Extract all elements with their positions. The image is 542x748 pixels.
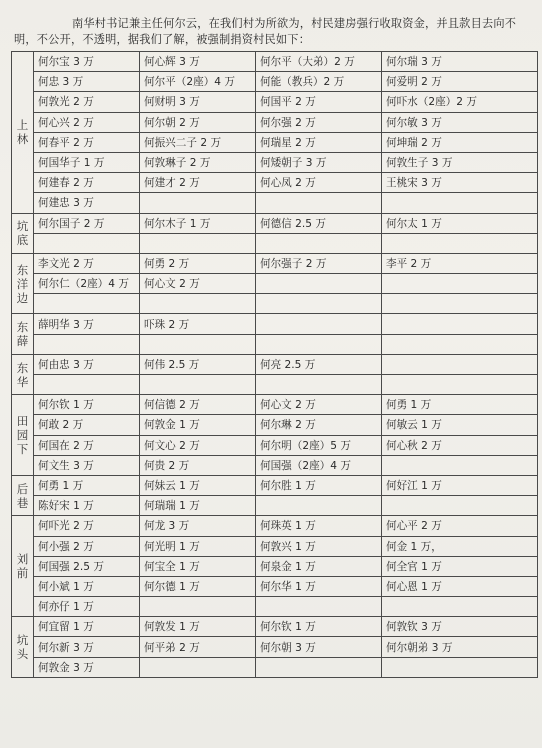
village-label-text: 田园下 — [16, 414, 29, 457]
donor-cell: 何心秋 2 万 — [382, 435, 538, 455]
donor-cell: 何敦生子 3 万 — [382, 152, 538, 172]
donor-cell: 何珠英 1 万 — [256, 516, 382, 536]
donor-cell — [256, 496, 382, 516]
donor-cell: 何伟 2.5 万 — [140, 354, 256, 374]
donor-cell: 何文生 3 万 — [34, 455, 140, 475]
donor-cell — [382, 274, 538, 294]
donor-cell: 何尔敏 3 万 — [382, 112, 538, 132]
donor-cell: 何小强 2 万 — [34, 536, 140, 556]
village-label — [12, 314, 34, 354]
table-row — [12, 314, 538, 334]
donor-cell: 何心兴 2 万 — [34, 112, 140, 132]
village-label — [12, 516, 34, 617]
donor-cell: 李文光 2 万 — [34, 253, 140, 273]
village-label-text: 坑头 — [16, 633, 29, 662]
table-row — [12, 375, 538, 395]
donor-cell — [256, 657, 382, 677]
table-row — [12, 132, 538, 152]
village-label — [12, 213, 34, 253]
table-row — [12, 253, 538, 273]
table-row — [12, 415, 538, 435]
table-row — [12, 657, 538, 677]
donor-cell: 何尔瑞 3 万 — [382, 52, 538, 72]
table-row — [12, 52, 538, 72]
table-row — [12, 496, 538, 516]
donor-cell — [382, 193, 538, 213]
donor-cell: 何平弟 2 万 — [140, 637, 256, 657]
donor-cell: 何国强 2.5 万 — [34, 556, 140, 576]
donor-cell: 何心文 2 万 — [140, 274, 256, 294]
table-row — [12, 274, 538, 294]
table-row — [12, 576, 538, 596]
donor-cell: 王桃宋 3 万 — [382, 173, 538, 193]
donor-cell: 何国强（2座）4 万 — [256, 455, 382, 475]
donor-cell: 何敦发 1 万 — [140, 617, 256, 637]
donor-cell: 何信德 2 万 — [140, 395, 256, 415]
village-label-text: 东洋边 — [16, 262, 29, 305]
table-row — [12, 173, 538, 193]
donor-cell — [382, 294, 538, 314]
donor-cell: 何尔强 2 万 — [256, 112, 382, 132]
donor-cell — [34, 375, 140, 395]
donor-cell: 何矮朝子 3 万 — [256, 152, 382, 172]
donor-cell — [256, 294, 382, 314]
donor-cell: 何德信 2.5 万 — [256, 213, 382, 233]
donor-cell — [140, 657, 256, 677]
donor-cell — [140, 375, 256, 395]
donor-cell — [382, 455, 538, 475]
village-label — [12, 354, 34, 394]
donor-cell: 何尔平（2座）4 万 — [140, 72, 256, 92]
donor-cell: 何泉金 1 万 — [256, 556, 382, 576]
donor-cell: 何金 1 万， — [382, 536, 538, 556]
donor-cell: 何宝全 1 万 — [140, 556, 256, 576]
village-label-text: 刘前 — [16, 552, 29, 581]
table-row — [12, 213, 538, 233]
donor-cell: 何好江 1 万 — [382, 475, 538, 495]
donor-cell: 何全官 1 万 — [382, 556, 538, 576]
donor-cell: 何尔国子 2 万 — [34, 213, 140, 233]
donor-cell — [34, 334, 140, 354]
donor-cell — [140, 193, 256, 213]
donor-cell: 陈好宋 1 万 — [34, 496, 140, 516]
donor-cell: 何坤瑞 2 万 — [382, 132, 538, 152]
donor-cell: 何文心 2 万 — [140, 435, 256, 455]
donor-cell: 何心辉 3 万 — [140, 52, 256, 72]
donor-cell — [140, 233, 256, 253]
village-label — [12, 617, 34, 678]
donor-cell: 何由忠 3 万 — [34, 354, 140, 374]
donor-cell: 何吓水（2座）2 万 — [382, 92, 538, 112]
village-label-text: 东薛 — [16, 320, 29, 349]
table-row — [12, 435, 538, 455]
donor-cell: 何敦金 3 万 — [34, 657, 140, 677]
donor-cell: 吓珠 2 万 — [140, 314, 256, 334]
donor-cell — [256, 334, 382, 354]
donor-cell — [382, 233, 538, 253]
table-row — [12, 354, 538, 374]
donor-cell: 何心恩 1 万 — [382, 576, 538, 596]
donor-cell: 何尔朝 3 万 — [256, 637, 382, 657]
donor-cell: 何尔琳 2 万 — [256, 415, 382, 435]
donor-cell — [382, 354, 538, 374]
table-row — [12, 556, 538, 576]
donor-cell — [256, 193, 382, 213]
intro-paragraph: 南华村书记兼主任何尔云，在我们村为所欲为，村民建房强行收取资金，并且款目去向不明，不公开，不透明，据我们了解，被强制捐资村民如下： — [14, 17, 517, 47]
donor-cell: 何尔胜 1 万 — [256, 475, 382, 495]
donor-cell: 何勇 1 万 — [34, 475, 140, 495]
village-label — [12, 253, 34, 314]
donor-cell: 何宜留 1 万 — [34, 617, 140, 637]
donor-cell: 何振兴二子 2 万 — [140, 132, 256, 152]
donor-cell: 何敢 2 万 — [34, 415, 140, 435]
donation-table-body — [12, 52, 538, 678]
donor-cell — [382, 314, 538, 334]
donor-cell: 何尔仁（2座）4 万 — [34, 274, 140, 294]
village-label — [12, 52, 34, 214]
donor-cell: 何尔钦 1 万 — [256, 617, 382, 637]
donor-cell — [382, 657, 538, 677]
donor-cell: 薛明华 3 万 — [34, 314, 140, 334]
donor-cell: 何心文 2 万 — [256, 395, 382, 415]
donor-cell: 何尔钦 1 万 — [34, 395, 140, 415]
donor-cell: 何建春 2 万 — [34, 173, 140, 193]
donor-cell — [256, 274, 382, 294]
donor-cell: 何国平 2 万 — [256, 92, 382, 112]
donor-cell: 何尔强子 2 万 — [256, 253, 382, 273]
donor-cell — [256, 597, 382, 617]
donor-cell — [256, 375, 382, 395]
village-label-text: 东华 — [16, 360, 29, 389]
donor-cell: 何敏云 1 万 — [382, 415, 538, 435]
table-row — [12, 72, 538, 92]
donor-cell: 何贵 2 万 — [140, 455, 256, 475]
donor-cell: 何敦琳子 2 万 — [140, 152, 256, 172]
donor-cell: 何尔华 1 万 — [256, 576, 382, 596]
donor-cell — [382, 334, 538, 354]
donor-cell — [34, 294, 140, 314]
table-row — [12, 193, 538, 213]
table-row — [12, 597, 538, 617]
donor-cell: 何国在 2 万 — [34, 435, 140, 455]
donor-cell: 何妹云 1 万 — [140, 475, 256, 495]
donor-cell — [140, 294, 256, 314]
donor-cell: 何光明 1 万 — [140, 536, 256, 556]
donor-cell: 何建才 2 万 — [140, 173, 256, 193]
donor-cell — [140, 597, 256, 617]
village-label-text: 后巷 — [16, 481, 29, 510]
village-label-text: 上林 — [16, 118, 29, 147]
table-row — [12, 334, 538, 354]
donor-cell: 何国华子 1 万 — [34, 152, 140, 172]
donor-cell: 何瑞星 2 万 — [256, 132, 382, 152]
donor-cell: 何敦金 1 万 — [140, 415, 256, 435]
table-row — [12, 395, 538, 415]
donor-cell — [382, 375, 538, 395]
table-row — [12, 455, 538, 475]
donor-cell — [140, 334, 256, 354]
table-row — [12, 112, 538, 132]
donor-cell — [382, 597, 538, 617]
donor-cell: 何敦兴 1 万 — [256, 536, 382, 556]
donor-cell: 何尔朝弟 3 万 — [382, 637, 538, 657]
donor-cell: 何尔宝 3 万 — [34, 52, 140, 72]
donor-cell: 何春平 2 万 — [34, 132, 140, 152]
donor-cell: 何尔平（大弟）2 万 — [256, 52, 382, 72]
donor-cell: 何爱明 2 万 — [382, 72, 538, 92]
table-row — [12, 92, 538, 112]
village-label — [12, 395, 34, 476]
donor-cell: 李平 2 万 — [382, 253, 538, 273]
donor-cell — [256, 233, 382, 253]
donor-cell: 何尔太 1 万 — [382, 213, 538, 233]
donation-table — [11, 51, 538, 678]
donor-cell: 何亮 2.5 万 — [256, 354, 382, 374]
table-row — [12, 617, 538, 637]
table-row — [12, 516, 538, 536]
donor-cell: 何财明 3 万 — [140, 92, 256, 112]
donor-cell: 何勇 1 万 — [382, 395, 538, 415]
donor-cell: 何尔朝 2 万 — [140, 112, 256, 132]
donor-cell: 何忠 3 万 — [34, 72, 140, 92]
donor-cell: 何吓光 2 万 — [34, 516, 140, 536]
donor-cell: 何尔德 1 万 — [140, 576, 256, 596]
donor-cell: 何尔明（2座）5 万 — [256, 435, 382, 455]
donor-cell: 何龙 3 万 — [140, 516, 256, 536]
village-label-text: 坑底 — [16, 219, 29, 248]
donor-cell: 何敦钦 3 万 — [382, 617, 538, 637]
donor-cell: 何敦光 2 万 — [34, 92, 140, 112]
donor-cell: 何勇 2 万 — [140, 253, 256, 273]
donor-cell: 何亦仔 1 万 — [34, 597, 140, 617]
donor-cell — [34, 233, 140, 253]
village-label — [12, 475, 34, 515]
donor-cell: 何建忠 3 万 — [34, 193, 140, 213]
donor-cell: 何心平 2 万 — [382, 516, 538, 536]
donor-cell: 何瑞瑞 1 万 — [140, 496, 256, 516]
donor-cell: 何小斌 1 万 — [34, 576, 140, 596]
table-row — [12, 233, 538, 253]
donor-cell — [382, 496, 538, 516]
donor-cell — [256, 314, 382, 334]
table-row — [12, 294, 538, 314]
table-row — [12, 536, 538, 556]
donor-cell: 何心凤 2 万 — [256, 173, 382, 193]
donor-cell: 何尔木子 1 万 — [140, 213, 256, 233]
donor-cell: 何尔新 3 万 — [34, 637, 140, 657]
table-row — [12, 475, 538, 495]
table-row — [12, 152, 538, 172]
table-row — [12, 637, 538, 657]
donor-cell: 何能（教兵）2 万 — [256, 72, 382, 92]
